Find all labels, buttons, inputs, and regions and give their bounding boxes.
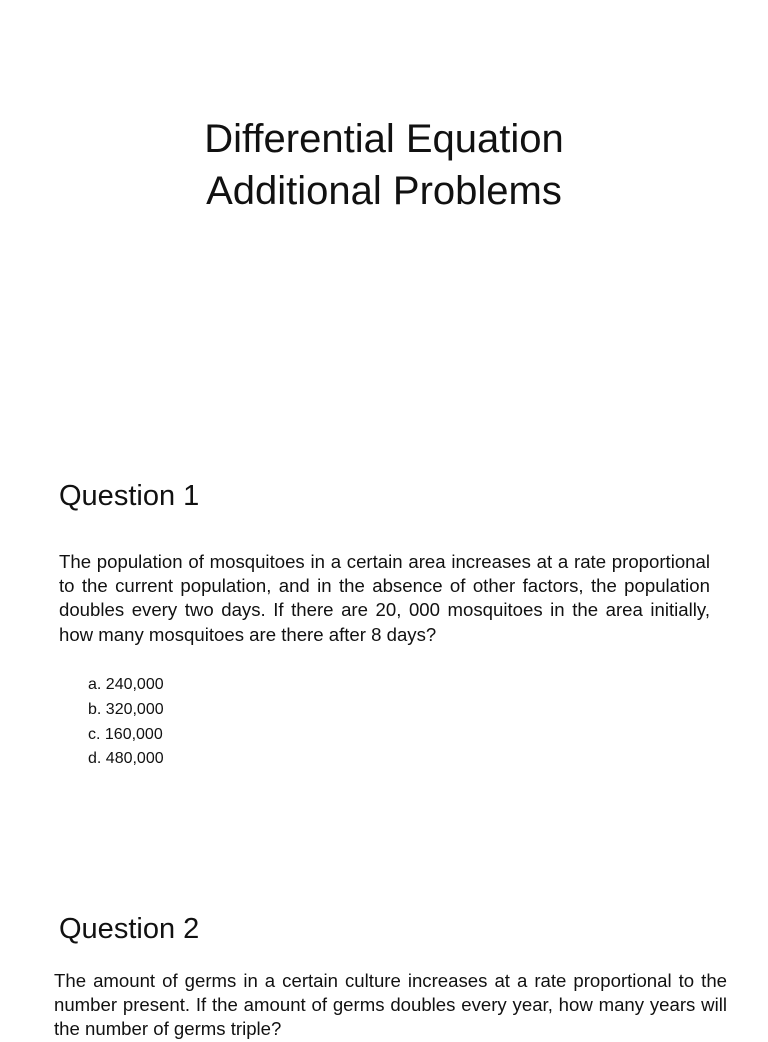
question-1-choices bbox=[88, 673, 164, 772]
choice-d: d. 480,000 bbox=[88, 750, 164, 768]
question-1-text: The population of mosquitoes in a certain area increases at a rate proportional to the current population, and in the absence of other factors, the population doubles every two days. If there are 20, 000 mosquitoes in the area initially, how many mosquitoes are there after 8 days? bbox=[59, 551, 710, 645]
choice-a: a. 240,000 bbox=[88, 676, 164, 693]
choice-c: c. 160,000 bbox=[88, 725, 163, 743]
question-2-heading: Question 2 bbox=[59, 913, 200, 945]
question-2-text: The amount of germs in a certain culture increases at a rate proportional to the number present. If the amount of germs doubles every year, how many years will the number of germs triple? bbox=[54, 970, 727, 1040]
choice-b: b. 320,000 bbox=[88, 700, 164, 718]
title-line-1: Differential Equation bbox=[204, 117, 564, 161]
title-slide bbox=[0, 0, 768, 470]
title-line-2: Additional Problems bbox=[206, 169, 562, 213]
question-1-heading: Question 1 bbox=[59, 480, 200, 512]
